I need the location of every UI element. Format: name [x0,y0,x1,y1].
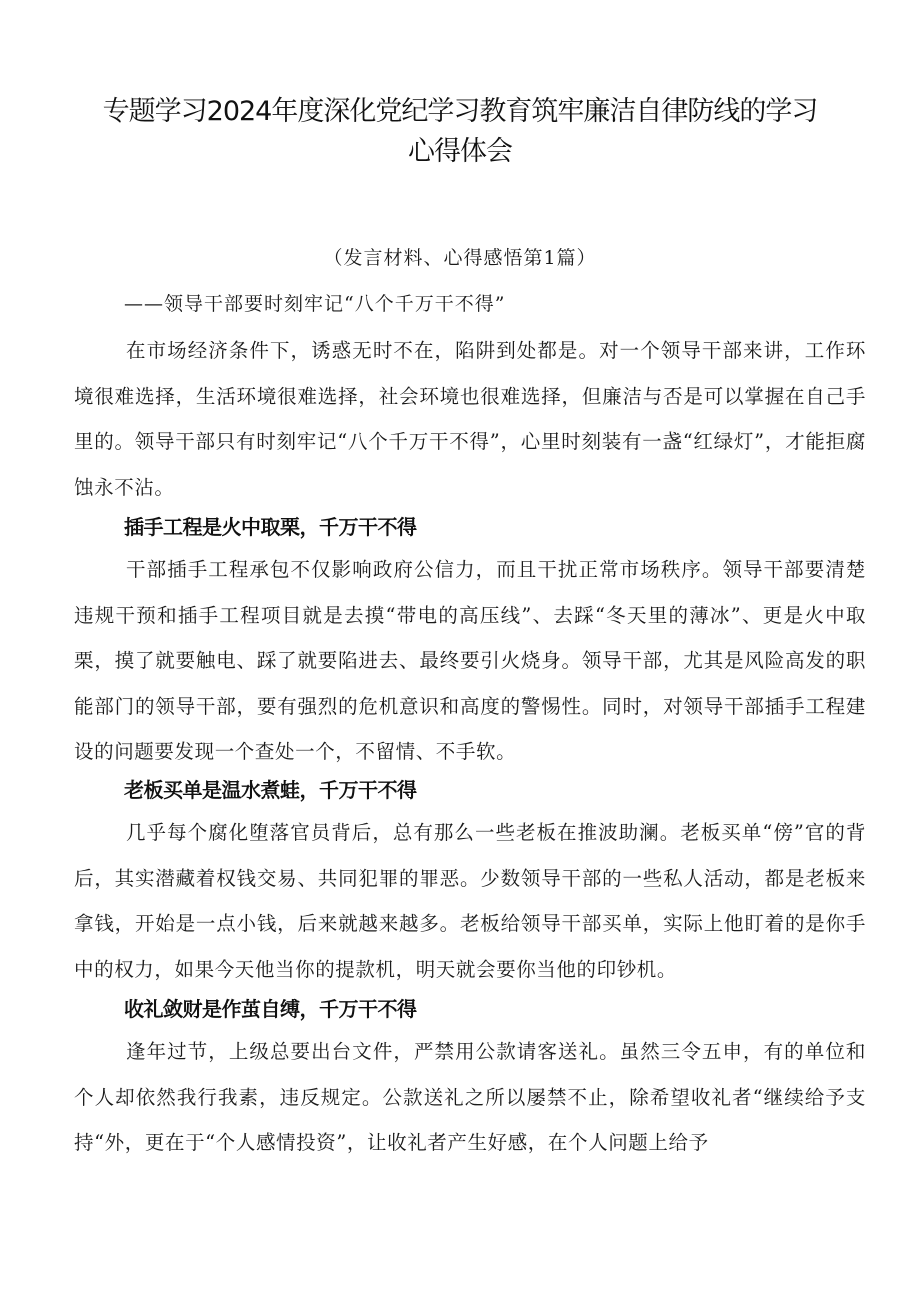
section-body-2: 几乎每个腐化堕落官员背后，总有那么一些老板在推波助澜。老板买单“傍”官的背后，其实潜藏着权钱交易、共同犯罪的罪恶。少数领导干部的一些私人活动，都是老板来拿钱，开始是一点小钱，后来就越来越多。老板给领导干部买单，实际上他盯着的是你手中的权力，如果今天他当你的提款机，明天就会要你当他的印钞机。 [74,821,866,981]
section-heading-2: 老板买单是温水煮蛙，千万干不得 [124,778,417,802]
document-title: 专题学习2024年度深化党纪学习教育筑牢廉洁自律防线的学习心得体会 [102,96,818,167]
document-lead: ——领导干部要时刻牢记“八个千万干不得” [124,293,506,315]
section-body-1: 干部插手工程承包不仅影响政府公信力，而且干扰正常市场秩序。领导干部要清楚违规干预和插手工程项目就是去摸“带电的高压线”、去踩“冬天里的薄冰”、更是火中取栗，摸了就要触电、踩了就要陷进去、最终要引火烧身。领导干部，尤其是风险高发的职能部门的领导干部，要有强烈的危机意识和高度的警惕性。同时，对领导干部插手工程建设的问题要发现一个查处一个，不留情、不手软。 [74,558,866,763]
section-heading-3: 收礼敛财是作茧自缚，千万干不得 [124,997,417,1021]
intro-paragraph: 在市场经济条件下，诱惑无时不在，陷阱到处都是。对一个领导干部来讲，工作环境很难选择，生活环境很难选择，社会环境也很难选择，但廉洁与否是可以掌握在自己手里的。领导干部只有时刻牢记“八个千万干不得”，心里时刻装有一盏“红绿灯”，才能拒腐蚀永不沾。 [74,339,866,499]
document-subtitle: （发言材料、心得感悟第1篇） [323,247,597,269]
section-body-3: 逢年过节，上级总要出台文件，严禁用公款请客送礼。虽然三令五申，有的单位和个人却依然我行我素，违反规定。公款送礼之所以屡禁不止，除希望收礼者“继续给予支持“外，更在于“个人感情投资”，让收礼者产生好感，在个人问题上给予 [74,1040,866,1154]
section-heading-1: 插手工程是火中取栗，千万干不得 [124,515,417,539]
